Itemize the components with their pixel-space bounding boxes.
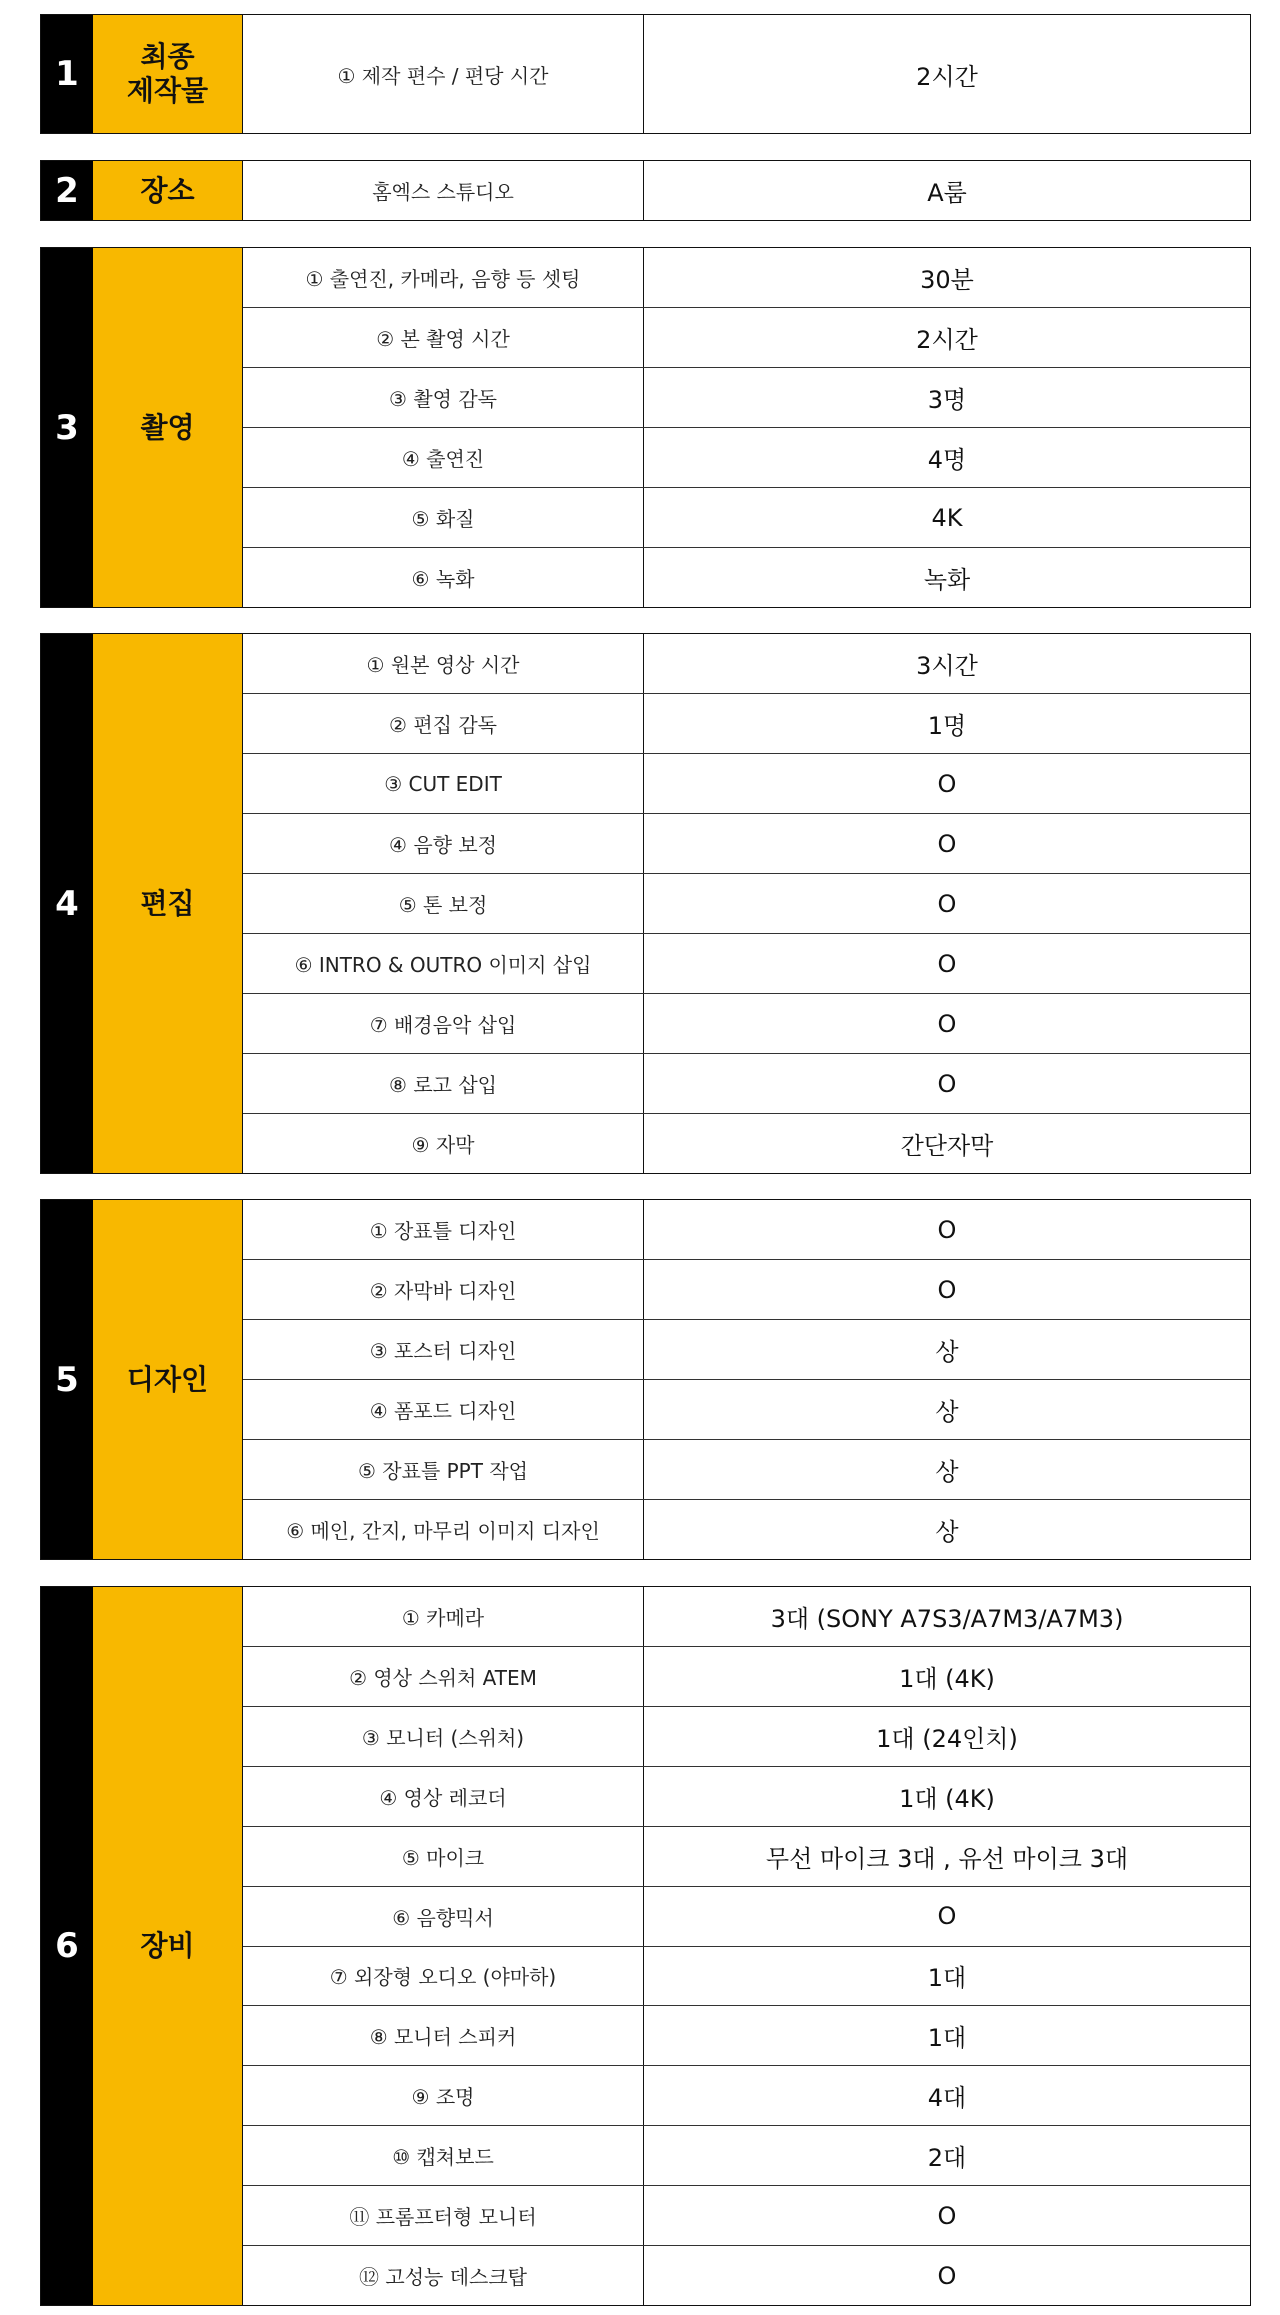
table-row [243,1439,1250,1499]
table-row [243,1826,1250,1886]
row-value: O [937,769,957,798]
row-label: ② 본 촬영 시간 [243,308,644,367]
row-value: 4명 [927,446,967,474]
row-value: 1대 (24인치) [876,1724,1018,1753]
row-label: ⑨ 조명 [243,2066,644,2125]
section-filming [40,247,1251,608]
table-row [243,1113,1250,1173]
table-row [243,1706,1250,1766]
row-value: 4K [931,503,963,532]
row-label: ④ 영상 레코더 [243,1767,644,1826]
table-row [243,2125,1250,2185]
row-label: ③ 촬영 감독 [243,368,644,427]
section-design [40,1199,1251,1560]
row-label: ⑫ 고성능 데스크탑 [243,2246,644,2305]
row-label: ⑤ 톤 보정 [243,874,644,933]
section-category: 디자인 [93,1200,243,1559]
row-label: ③ 포스터 디자인 [243,1320,644,1379]
table-row [243,693,1250,753]
row-label: ④ 출연진 [243,428,644,487]
table-row [243,15,1250,133]
row-label: ⑦ 배경음악 삽입 [243,994,644,1053]
row-value: 상 [935,1458,959,1486]
table-row [243,1499,1250,1559]
row-label: ⑧ 로고 삽입 [243,1054,644,1113]
row-value: 상 [935,1338,959,1366]
row-label: ① 출연진, 카메라, 음향 등 셋팅 [243,248,644,307]
table-row [243,1946,1250,2006]
row-value: O [937,2261,957,2290]
row-value: 3명 [927,386,967,414]
section-number: 1 [41,15,93,133]
row-label: ⑦ 외장형 오디오 (야마하) [243,1947,644,2006]
table-row [243,1053,1250,1113]
table-row [243,1587,1250,1646]
row-value: 1대 [927,2024,967,2053]
table-row [243,1886,1250,1946]
row-value: O [937,889,957,918]
row-value: O [937,1069,957,1098]
section-category: 촬영 [93,248,243,607]
row-value: O [937,829,957,858]
section-number: 4 [41,634,93,1173]
row-value: 간단자막 [900,1132,994,1160]
row-value: 3시간 [916,652,978,680]
table-row [243,487,1250,547]
row-label: ⑪ 프롬프터형 모니터 [243,2186,644,2245]
row-label: ⑥ 메인, 간지, 마무리 이미지 디자인 [243,1500,644,1559]
row-value: 무선 마이크 3대 , 유선 마이크 3대 [765,1844,1129,1873]
table-row [243,2065,1250,2125]
table-row [243,161,1250,220]
row-label: ⑤ 마이크 [243,1827,644,1886]
row-value: 3대 (SONY A7S3/A7M3/A7M3) [770,1604,1124,1633]
section-number: 6 [41,1587,93,2305]
table-row [243,873,1250,933]
section-location [40,160,1251,221]
row-value: O [937,949,957,978]
table-row [243,1319,1250,1379]
table-row [243,1259,1250,1319]
row-value: 30분 [920,266,974,294]
row-label: ⑩ 캡쳐보드 [243,2126,644,2185]
row-value: 녹화 [923,566,971,594]
row-label: ③ CUT EDIT [243,754,644,813]
table-row [243,248,1250,307]
table-row [243,367,1250,427]
row-label: ⑤ 화질 [243,488,644,547]
row-label: ⑥ 녹화 [243,548,644,607]
table-row [243,1766,1250,1826]
table-row [243,933,1250,993]
row-value: 2대 [927,2144,967,2173]
section-final-output [40,14,1251,134]
table-row [243,1200,1250,1259]
section-number: 5 [41,1200,93,1559]
row-value: 4대 [927,2084,967,2113]
row-value: 상 [935,1518,959,1546]
row-value: 1명 [927,712,967,740]
section-category: 편집 [93,634,243,1173]
row-label: ① 카메라 [243,1587,644,1646]
row-value: O [937,1009,957,1038]
row-label: ② 자막바 디자인 [243,1260,644,1319]
row-value: O [937,1902,957,1931]
row-label: ⑧ 모니터 스피커 [243,2006,644,2065]
table-row [243,1646,1250,1706]
table-row [243,1379,1250,1439]
table-row [243,753,1250,813]
row-label: ⑥ 음향믹서 [243,1887,644,1946]
section-equipment [40,1586,1251,2306]
row-label: ① 제작 편수 / 편당 시간 [243,15,644,133]
row-value: O [937,1275,957,1304]
section-number: 3 [41,248,93,607]
row-value: 상 [935,1398,959,1426]
row-value: 2시간 [916,326,978,354]
row-value: 2시간 [916,62,978,91]
section-editing [40,633,1251,1174]
row-value: A룸 [927,179,967,207]
section-category: 장소 [93,161,243,220]
table-row [243,2185,1250,2245]
row-value: 1대 [927,1964,967,1993]
row-label: ⑤ 장표틀 PPT 작업 [243,1440,644,1499]
row-label: ④ 폼포드 디자인 [243,1380,644,1439]
row-label: 홈엑스 스튜디오 [243,161,644,220]
table-row [243,427,1250,487]
table-row [243,307,1250,367]
table-row [243,634,1250,693]
row-value: O [937,2201,957,2230]
row-label: ③ 모니터 (스위처) [243,1707,644,1766]
row-label: ① 장표틀 디자인 [243,1200,644,1259]
table-row [243,2005,1250,2065]
section-category: 장비 [93,1587,243,2305]
row-value: O [937,1215,957,1244]
row-label: ⑨ 자막 [243,1114,644,1173]
row-label: ② 편집 감독 [243,694,644,753]
table-row [243,2245,1250,2305]
row-label: ② 영상 스위처 ATEM [243,1647,644,1706]
row-value: 1대 (4K) [899,1664,995,1693]
row-label: ① 원본 영상 시간 [243,634,644,693]
row-value: 1대 (4K) [899,1784,995,1813]
row-label: ⑥ INTRO & OUTRO 이미지 삽입 [243,934,644,993]
table-row [243,547,1250,607]
table-row [243,813,1250,873]
row-label: ④ 음향 보정 [243,814,644,873]
table-row [243,993,1250,1053]
section-number: 2 [41,161,93,220]
section-category: 최종 제작물 [93,15,243,133]
